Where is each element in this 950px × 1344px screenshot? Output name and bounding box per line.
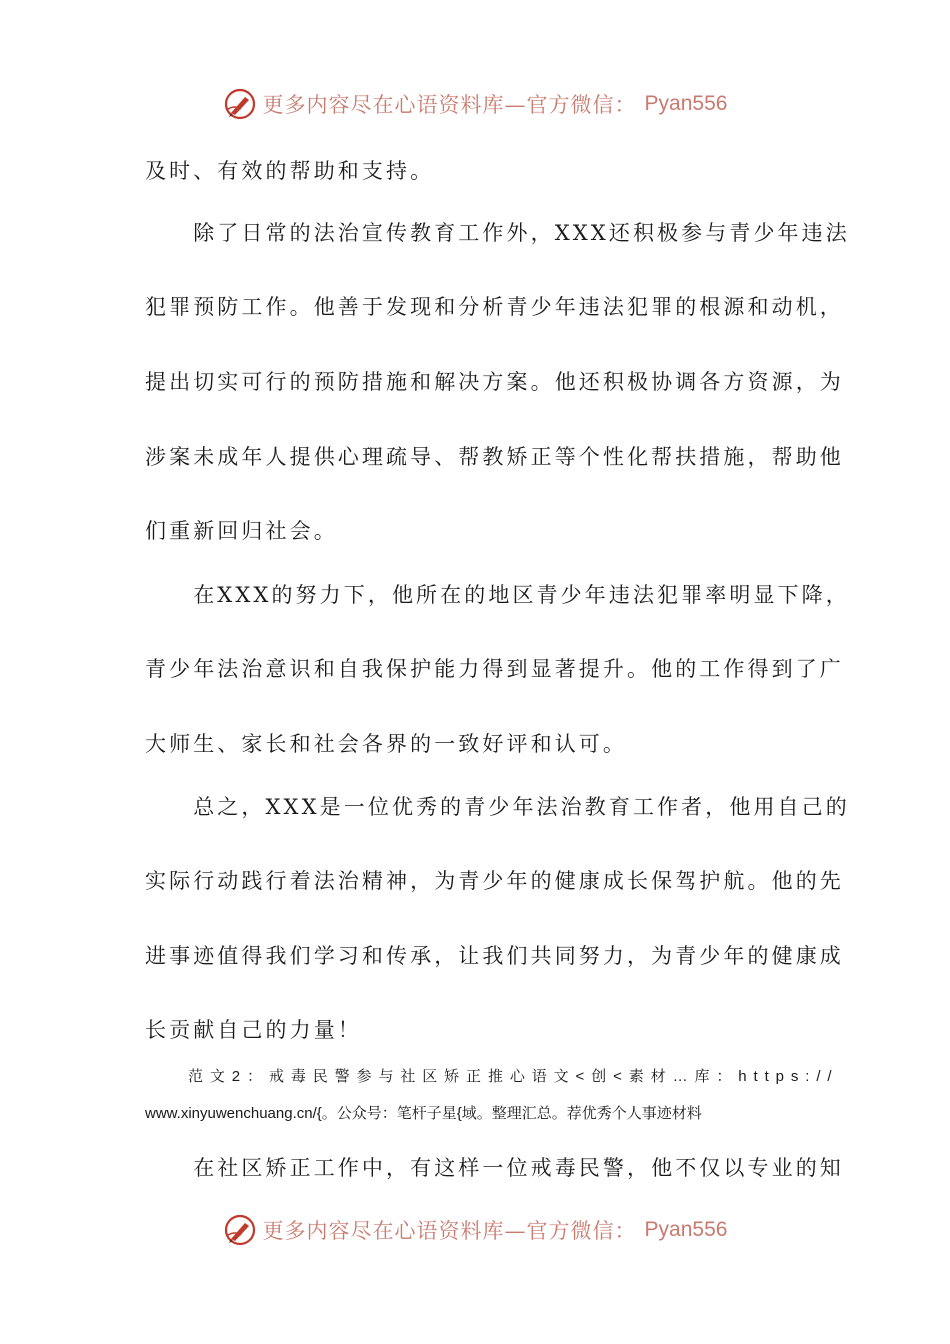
text-line: 们重新回归社会。 [145,519,338,543]
text-line: 犯罪预防工作。他善于发现和分析青少年违法犯罪的根源和动机， [145,295,844,319]
text-line: 总之，XXX是一位优秀的青少年法治教育工作者，他用自己的 [145,795,850,819]
text-line: 提出切实可行的预防措施和解决方案。他还积极协调各方资源，为 [145,370,844,394]
text-line: 实际行动践行着法治精神，为青少年的健康成长保驾护航。他的先 [145,869,844,893]
pen-logo-icon [223,1213,257,1247]
header-wechat-id: Pyan556 [644,92,728,115]
footer-banner [0,1210,950,1250]
header-banner-text: 更多内容尽在心语资料库—官方微信： [262,93,637,117]
text-line: 在XXX的努力下，他所在的地区青少年违法犯罪率明显下降， [145,583,850,607]
text-line: 长贡献自己的力量！ [145,1018,362,1042]
reference-line-1: 范文2：戒毒民警参与社区矫正推心语文<创<素材…库：https:// [188,1068,839,1085]
header-banner [0,84,950,124]
pen-logo-icon [223,87,257,121]
text-line: 及时、有效的帮助和支持。 [145,159,435,183]
text-line: 进事迹值得我们学习和传承，让我们共同努力，为青少年的健康成 [145,944,844,968]
text-line: 青少年法治意识和自我保护能力得到显著提升。他的工作得到了广 [145,657,844,681]
text-line: 在社区矫正工作中，有这样一位戒毒民警，他不仅以专业的知 [145,1156,844,1180]
text-line: 涉案未成年人提供心理疏导、帮教矫正等个性化帮扶措施，帮助他 [145,445,844,469]
footer-banner-text: 更多内容尽在心语资料库—官方微信： [262,1219,637,1243]
text-line: 除了日常的法治宣传教育工作外，XXX还积极参与青少年违法 [145,221,850,245]
text-line: 大师生、家长和社会各界的一致好评和认可。 [145,732,627,756]
reference-line-2: www.xinyuwenchuang.cn/{。公众号：笔杆子星{域。整理汇总。荐优秀个人事迹材料 [145,1105,702,1122]
footer-wechat-id: Pyan556 [644,1218,728,1241]
